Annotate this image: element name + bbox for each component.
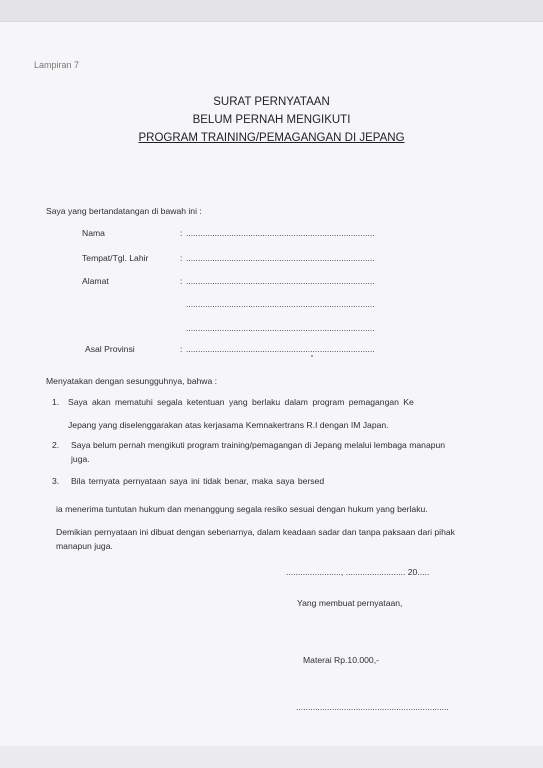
field-colon-nama: : — [180, 228, 183, 238]
title-line-2: BELUM PERNAH MENGIKUTI — [192, 114, 351, 126]
field-colon-tempat-tgl-lahir: : — [180, 253, 183, 263]
field-value-tempat-tgl-lahir: ............................................................................... — [186, 253, 375, 263]
field-label-alamat: Alamat — [82, 276, 109, 286]
field-value-alamat-line-3: ............................................................................... — [186, 323, 375, 333]
item-3-line-1: Bila ternyata pernyataan saya ini tidak benar, maka saya bersed — [71, 476, 325, 486]
title-line-1: SURAT PERNYATAAN — [213, 96, 330, 108]
item-2-line-2: juga. — [71, 454, 90, 464]
lampiran-label: Lampiran 7 — [34, 60, 80, 70]
item-number-1: 1. — [52, 397, 60, 407]
paragraph-continuation: ia menerima tuntutan hukum dan menanggung segala resiko sesuai dengan hukum yang berlaku. — [56, 504, 428, 514]
intro-text: Saya yang bertandatangan di bawah ini : — [46, 206, 202, 216]
item-2-line-1: Saya belum pernah mengikuti program training/pemagangan di Jepang melalui lembaga manapun — [71, 440, 446, 450]
field-label-asal-provinsi: Asal Provinsi — [85, 344, 135, 354]
field-label-tempat-tgl-lahir: Tempat/Tgl. Lahir — [82, 253, 149, 263]
signature-date: ......................., ......................... 20..... — [286, 567, 430, 577]
signature-maker-label: Yang membuat pernyataan, — [297, 598, 403, 608]
field-label-nama: Nama — [82, 228, 105, 238]
materai-label: Materai Rp.10.000,- — [303, 655, 379, 665]
signature-line: ................................................................ — [296, 702, 449, 712]
item-1-line-2: Jepang yang diselenggarakan atas kerjasama Kemnakertrans R.I dengan IM Japan. — [68, 420, 389, 430]
title-line-3: PROGRAM TRAINING/PEMAGANGAN DI JEPANG — [138, 132, 405, 144]
document-page — [0, 22, 543, 746]
field-value-alamat-line-2: ............................................................................... — [186, 299, 375, 309]
field-colon-alamat: : — [180, 276, 183, 286]
closing-paragraph-line-1: Demikian pernyataan ini dibuat dengan sebenarnya, dalam keadaan sadar dan tanpa paksaan dari pihak — [56, 527, 455, 537]
item-number-3: 3. — [52, 476, 60, 486]
field-colon-asal-provinsi: : — [180, 344, 183, 354]
scan-bottom-edge — [0, 746, 543, 768]
field-value-nama: ............................................................................... — [186, 228, 375, 238]
statement-intro: Menyatakan dengan sesungguhnya, bahwa : — [46, 376, 218, 386]
field-value-asal-provinsi: ............................................................................... — [186, 344, 375, 354]
item-1-line-1: Saya akan mematuhi segala ketentuan yang berlaku dalam program pemagangan Ke — [68, 397, 414, 407]
closing-paragraph-line-2: manapun juga. — [56, 541, 113, 551]
item-number-2: 2. — [52, 440, 60, 450]
paper-speck — [311, 355, 313, 357]
field-value-alamat: ............................................................................... — [186, 276, 375, 286]
